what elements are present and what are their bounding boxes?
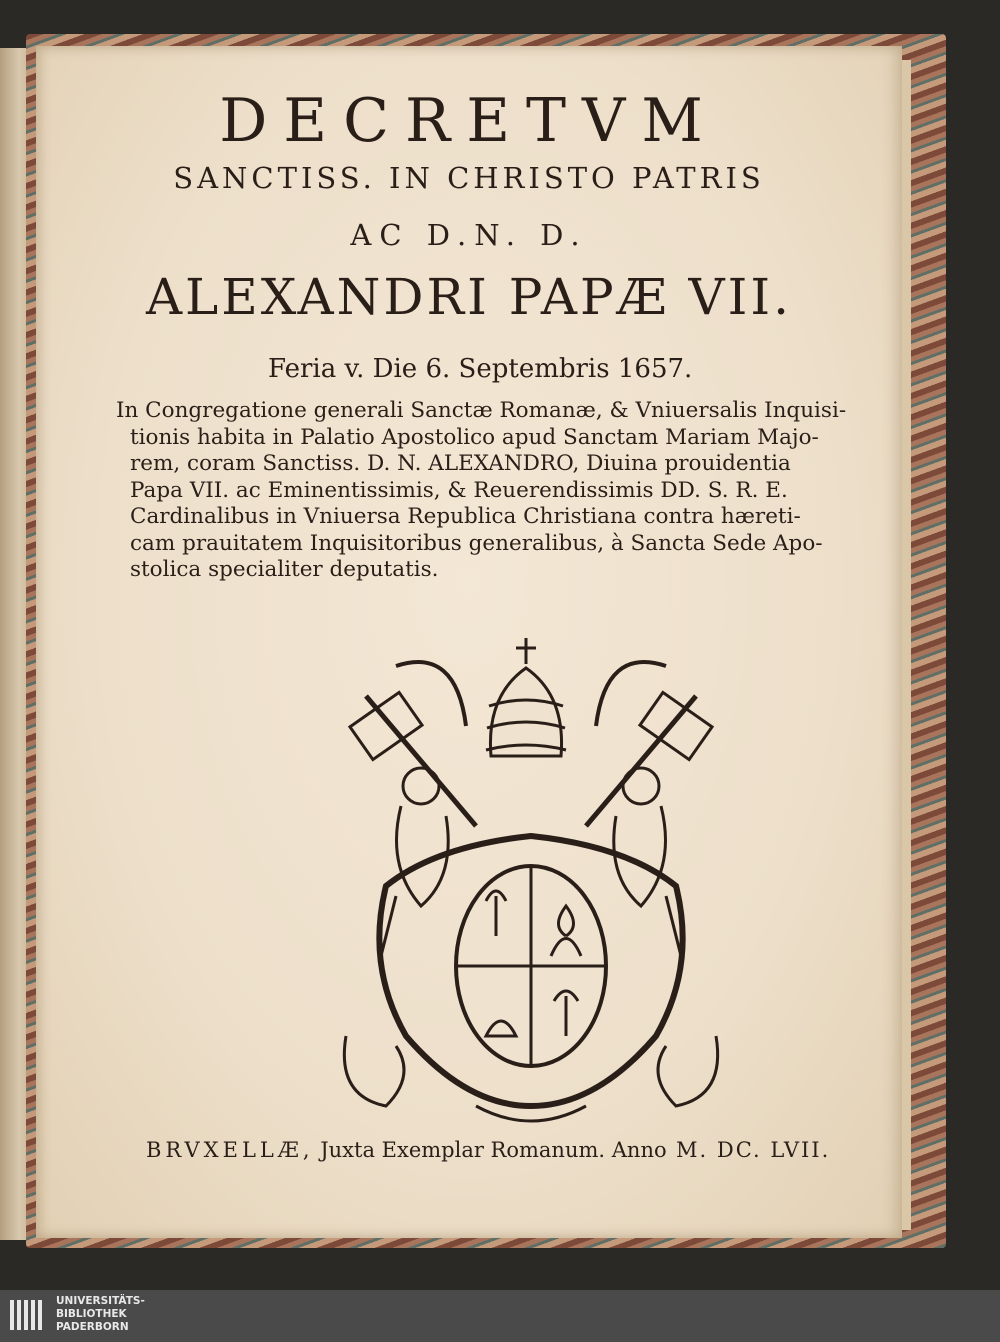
paragraph-line: tionis habita in Palatio Apostolico apud Sanctam Mariam Majo- [130,424,819,450]
imprint-line [146,1138,846,1162]
imprint-place: BRVXELLÆ, [146,1138,314,1162]
paragraph-line: cam prauitatem Inquisitoribus generalibus, à Sancta Sede Apo- [130,530,823,556]
library-line: BIBLIOTHEK [56,1308,127,1320]
library-name [56,1295,145,1334]
library-logo-icon [6,1294,48,1336]
paragraph-line: stolica specialiter deputatis. [130,557,439,582]
imprint-text: Juxta Exemplar Romanum. Anno [320,1138,667,1162]
library-line: UNIVERSITÄTS- [56,1295,145,1307]
title-sanctiss: SANCTISS. IN CHRISTO PATRIS [173,161,765,195]
paragraph-line: In Congregatione generali Sanctæ Romanæ, & Vniuersalis Inquisi- [116,398,847,423]
paragraph-line: Papa VII. ac Eminentissimis, & Reuerendissimis DD. S. R. E. [130,477,788,503]
imprint-year: M. DC. LVII. [676,1138,831,1162]
library-line: PADERBORN [56,1321,129,1333]
congregation-paragraph [116,398,876,584]
paragraph-line: rem, coram Sanctiss. D. N. ALEXANDRO, Diuina prouidentia [130,451,791,476]
papal-coat-of-arms-woodcut [326,636,736,1126]
date-line: Feria v. Die 6. Septembris 1657. [268,354,693,384]
paragraph-line: Cardinalibus in Vniuersa Republica Christiana contra hæreti- [130,504,801,529]
title-acdnd: AC D.N. D. [350,218,588,252]
title-page [36,46,902,1238]
title-decretum: DECRETVM [219,86,719,156]
library-footer [0,1290,1000,1342]
title-alexandri: ALEXANDRI PAPÆ VII. [145,268,793,326]
